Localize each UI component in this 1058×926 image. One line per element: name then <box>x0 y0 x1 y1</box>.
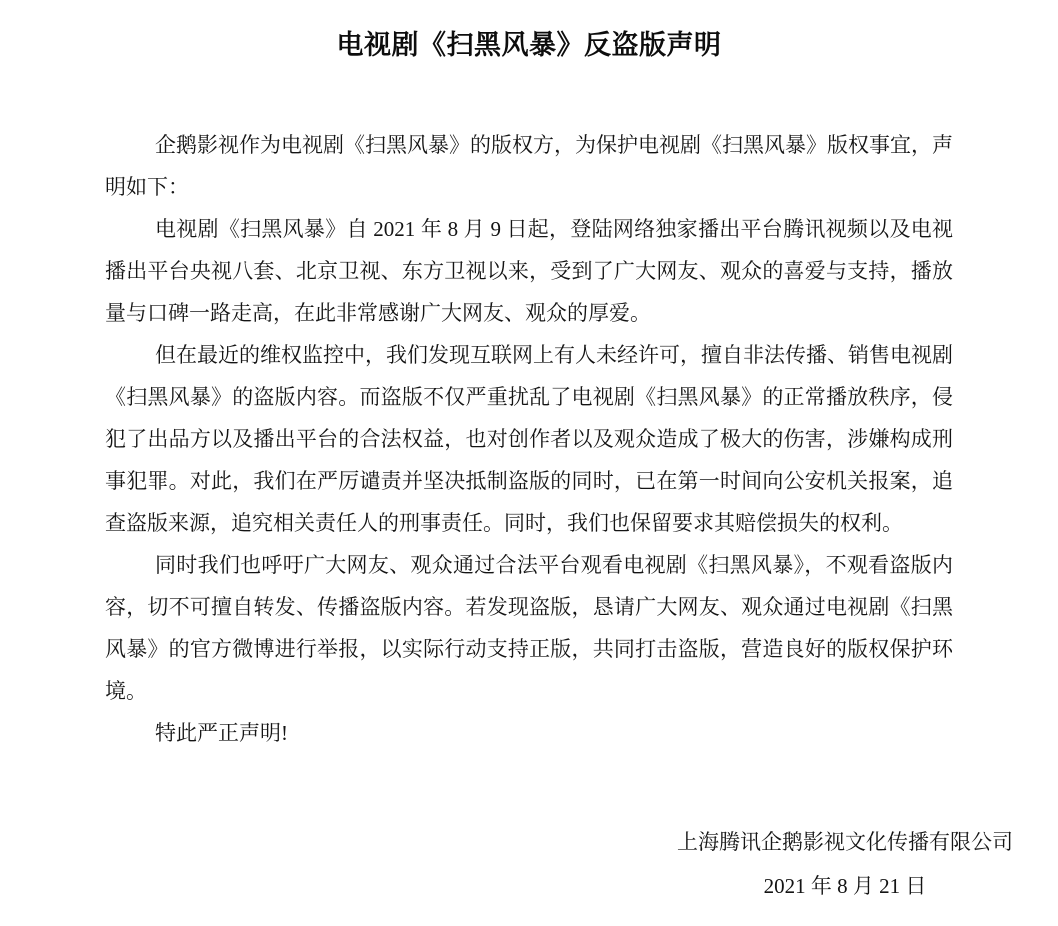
paragraph-line: 事犯罪。对此，我们在严厉谴责并坚决抵制盗版的同时，已在第一时间向公安机关报案，追 <box>105 469 953 493</box>
paragraph-line: 明如下： <box>105 175 189 199</box>
paragraph-line: 播出平台央视八套、北京卫视、东方卫视以来，受到了广大网友、观众的喜爱与支持，播放 <box>105 259 953 283</box>
paragraph-line: 企鹅影视作为电视剧《扫黑风暴》的版权方，为保护电视剧《扫黑风暴》版权事宜，声 <box>155 133 953 157</box>
paragraph-line: 容，切不可擅自转发、传播盗版内容。若发现盗版，恳请广大网友、观众通过电视剧《扫黑 <box>105 595 953 619</box>
signature-block <box>677 820 1013 908</box>
paragraph-line: 特此严正声明! <box>155 721 288 745</box>
signature-date: 2021 年 8 月 21 日 <box>763 874 927 898</box>
paragraph-line: 电视剧《扫黑风暴》自 2021 年 8 月 9 日起，登陆网络独家播出平台腾讯视频以及电视 <box>155 217 953 241</box>
paragraph-line: 查盗版来源，追究相关责任人的刑事责任。同时，我们也保留要求其赔偿损失的权利。 <box>105 511 903 535</box>
statement-body <box>0 124 1058 754</box>
paragraph-line: 但在最近的维权监控中，我们发现互联网上有人未经许可，擅自非法传播、销售电视剧 <box>155 343 953 367</box>
paragraph-line: 同时我们也呼吁广大网友、观众通过合法平台观看电视剧《扫黑风暴》，不观看盗版内 <box>155 553 953 577</box>
paragraph-line: 风暴》的官方微博进行举报，以实际行动支持正版，共同打击盗版，营造良好的版权保护环 <box>105 637 953 661</box>
paragraph-line: 量与口碑一路走高，在此非常感谢广大网友、观众的厚爱。 <box>105 301 651 325</box>
paragraph-line: 境。 <box>105 679 147 703</box>
signature-company: 上海腾讯企鹅影视文化传播有限公司 <box>677 830 1013 854</box>
paragraph-line: 犯了出品方以及播出平台的合法权益，也对创作者以及观众造成了极大的伤害，涉嫌构成刑 <box>105 427 953 451</box>
paragraph-line: 《扫黑风暴》的盗版内容。而盗版不仅严重扰乱了电视剧《扫黑风暴》的正常播放秩序，侵 <box>105 385 953 409</box>
page-title: 电视剧《扫黑风暴》反盗版声明 <box>336 30 722 60</box>
